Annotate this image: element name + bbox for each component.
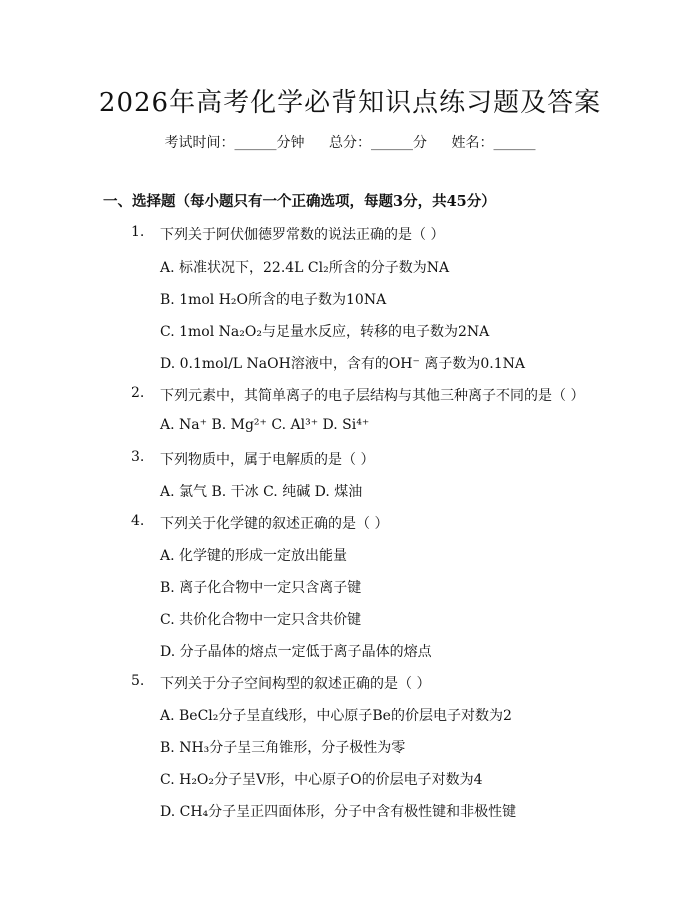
option: A. 标准状况下，22.4L Cl₂所含的分子数为NA xyxy=(160,260,450,276)
option: B. 离子化合物中一定只含离子键 xyxy=(160,580,362,596)
option: B. 1mol H₂O所含的电子数为10NA xyxy=(160,292,387,308)
exam-time-field: 考试时间：______分钟 xyxy=(164,135,305,151)
total-score-field: 总分：______分 xyxy=(329,135,427,151)
option: C. 共价化合物中一定只含共价键 xyxy=(160,612,362,628)
option: D. 0.1mol/L NaOH溶液中，含有的OH⁻ 离子数为0.1NA xyxy=(160,356,525,372)
option: A. 氯气 B. 干冰 C. 纯碱 D. 煤油 xyxy=(160,484,363,500)
page-title: 2026年高考化学必背知识点练习题及答案 xyxy=(98,88,602,118)
option: D. CH₄分子呈正四面体形，分子中含有极性键和非极性键 xyxy=(160,804,517,820)
question-number: 2. xyxy=(131,385,145,401)
question-stem: 下列关于阿伏伽德罗常数的说法正确的是（ ） xyxy=(160,227,445,243)
option: A. 化学键的形成一定放出能量 xyxy=(160,548,348,564)
option: A. Na⁺ B. Mg²⁺ C. Al³⁺ D. Si⁴⁺ xyxy=(160,417,370,433)
option: D. 分子晶体的熔点一定低于离子晶体的熔点 xyxy=(160,644,432,660)
question-stem: 下列元素中，其简单离子的电子层结构与其他三种离子不同的是（ ） xyxy=(160,388,585,404)
question-number: 1. xyxy=(131,224,145,240)
question-stem: 下列关于分子空间构型的叙述正确的是（ ） xyxy=(160,676,431,692)
question-stem: 下列物质中，属于电解质的是（ ） xyxy=(160,452,375,468)
option: C. 1mol Na₂O₂与足量水反应，转移的电子数为2NA xyxy=(160,324,490,340)
option: C. H₂O₂分子呈V形，中心原子O的价层电子对数为4 xyxy=(160,772,483,788)
option: A. BeCl₂分子呈直线形，中心原子Be的价层电子对数为2 xyxy=(160,708,512,724)
question-number: 4. xyxy=(131,513,145,529)
question-number: 3. xyxy=(131,449,145,465)
option: B. NH₃分子呈三角锥形，分子极性为零 xyxy=(160,740,406,756)
section-heading: 一、选择题（每小题只有一个正确选项，每题3分，共45分） xyxy=(103,193,496,210)
name-field: 姓名：______ xyxy=(451,135,536,151)
question-number: 5. xyxy=(131,673,145,689)
exam-meta xyxy=(0,132,700,152)
question-stem: 下列关于化学键的叙述正确的是（ ） xyxy=(160,516,389,532)
